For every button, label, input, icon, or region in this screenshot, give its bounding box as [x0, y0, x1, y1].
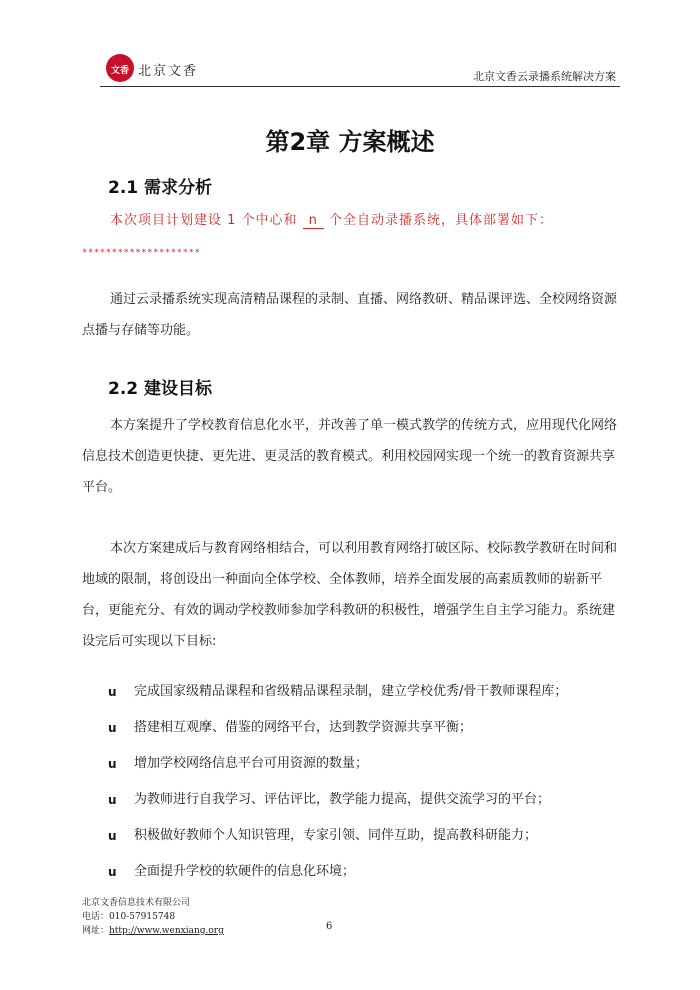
header-title: 北京文香云录播系统解决方案	[473, 70, 616, 83]
page-footer	[82, 896, 224, 938]
bullet-marker: u	[108, 793, 117, 807]
footer-site-label: 网址：	[82, 926, 110, 936]
footer-phone: 010-57915748	[109, 912, 176, 922]
page-number: 6	[326, 921, 333, 932]
paragraph-goals-1	[82, 410, 618, 503]
logo-seal-icon	[106, 54, 134, 82]
bullet-marker: u	[108, 865, 117, 879]
deployment-note-before: 本次项目计划建设 1 个中心和	[110, 213, 303, 228]
bullet-marker: u	[108, 829, 117, 843]
deployment-note-n: n	[303, 213, 324, 229]
list-item-text: 增加学校网络信息平台可用资源的数量；	[134, 756, 369, 771]
deployment-note-after: 个全自动录播系统，具体部署如下：	[323, 213, 554, 228]
list-item-text: 搭建相互观摩、借鉴的网络平台，达到教学资源共享平衡；	[134, 720, 473, 735]
asterisk-placeholder: ********************	[82, 248, 201, 258]
paragraph-requirements-text: 通过云录播系统实现高清精品课程的录制、直播、网络教研、精品课评选、全校网络资源点播与存储等功能。	[82, 292, 618, 338]
list-item-text: 全面提升学校的软硬件的信息化环境；	[134, 864, 356, 879]
footer-company: 北京文香信息技术有限公司	[82, 898, 191, 908]
list-item-text: 完成国家级精品课程和省级精品课程录制，建立学校优秀/骨干教师课程库；	[134, 684, 568, 699]
paragraph-goals-1-text: 本方案提升了学校教育信息化水平，并改善了单一模式教学的传统方式，应用现代化网络信息技术创造更快捷、更先进、更灵活的教育模式。利用校园网实现一个统一的教育资源共享平台。	[82, 418, 618, 495]
list-item	[108, 681, 618, 717]
bullet-marker: u	[108, 685, 117, 699]
bullet-marker: u	[108, 757, 117, 771]
header-divider	[100, 86, 620, 87]
page-header	[100, 48, 620, 88]
goals-list	[108, 681, 618, 897]
paragraph-goals-2	[82, 533, 618, 657]
footer-phone-line	[82, 910, 224, 924]
list-item	[108, 717, 618, 753]
list-item	[108, 861, 618, 897]
deployment-note	[110, 209, 553, 229]
logo-text: 北京文香	[138, 64, 199, 79]
logo-seal-text: 文香	[110, 66, 129, 76]
footer-site-link[interactable]: http://www.wenxiang.org	[109, 926, 224, 936]
footer-site-line	[82, 924, 224, 938]
list-item	[108, 753, 618, 789]
section-heading-2-1: 2.1 需求分析	[108, 178, 213, 198]
list-item	[108, 789, 618, 825]
paragraph-requirements	[82, 284, 618, 346]
section-heading-2-2: 2.2 建设目标	[108, 379, 213, 399]
chapter-title: 第2章 方案概述	[265, 128, 435, 156]
list-item-text: 积极做好教师个人知识管理，专家引领、同伴互助，提高教科研能力；	[134, 828, 538, 843]
footer-phone-label: 电话：	[82, 912, 110, 922]
paragraph-goals-2-text: 本次方案建成后与教育网络相结合，可以利用教育网络打破区际、校际教学教研在时间和地域的限制，将创设出一种面向全体学校、全体教师，培养全面发展的高素质教师的崭新平台，更能充分、有效的调动学校教师参加学科教研的积极性，增强学生自主学习能力。系统建设完后可实现以下目标:	[82, 541, 618, 649]
list-item-text: 为教师进行自我学习、评估评比，教学能力提高，提供交流学习的平台；	[134, 792, 551, 807]
bullet-marker: u	[108, 721, 117, 735]
list-item	[108, 825, 618, 861]
